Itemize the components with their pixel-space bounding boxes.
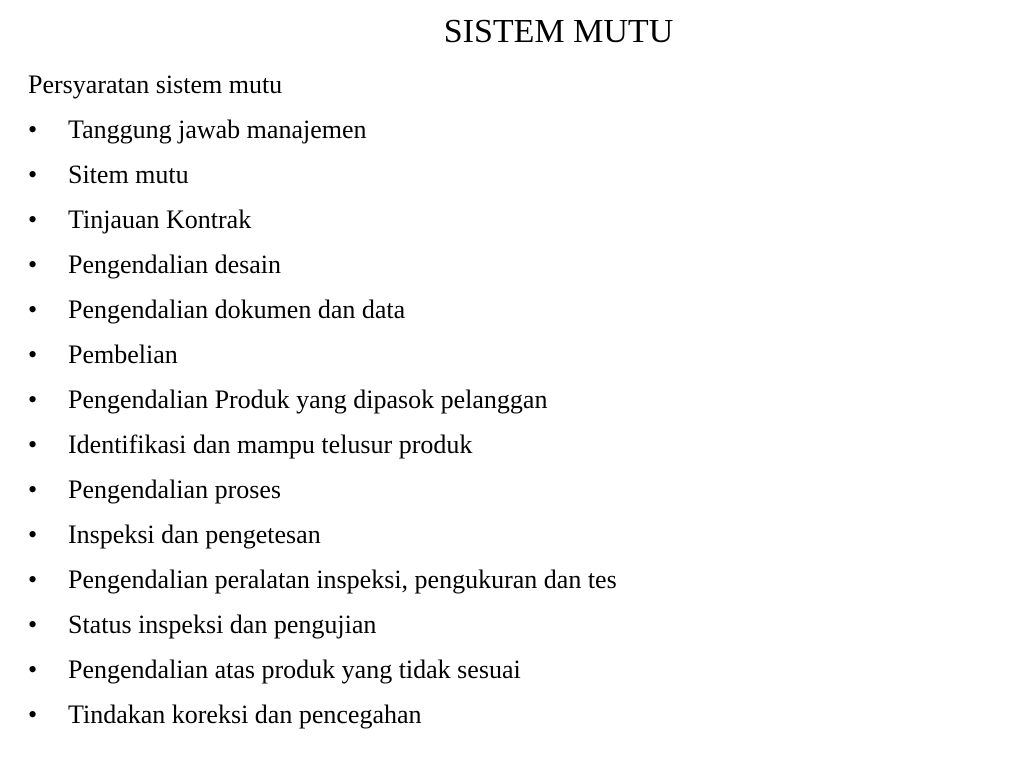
bullet-icon: • (28, 655, 38, 684)
slide-title: SISTEM MUTU (443, 13, 674, 50)
bullet-icon: • (28, 250, 38, 279)
bullet-label: Pengendalian peralatan inspeksi, pengukuran dan tes (68, 565, 617, 594)
bullet-icon: • (28, 160, 38, 189)
bullet-icon: • (28, 115, 38, 144)
bullet-label: Inspeksi dan pengetesan (68, 520, 321, 549)
bullet-icon: • (28, 700, 38, 729)
bullet-icon: • (28, 340, 38, 369)
bullet-label: Status inspeksi dan pengujian (68, 610, 377, 639)
bullet-icon: • (28, 565, 38, 594)
bullet-icon: • (28, 475, 38, 504)
bullet-icon: • (28, 205, 38, 234)
slide-subtitle: Persyaratan sistem mutu (28, 70, 283, 99)
bullet-label: Pengendalian atas produk yang tidak sesuai (68, 655, 521, 684)
bullet-label: Sitem mutu (68, 160, 189, 189)
bullet-label: Tinjauan Kontrak (68, 205, 252, 234)
bullet-label: Pengendalian desain (68, 250, 281, 279)
bullet-icon: • (28, 430, 38, 459)
bullet-label: Pengendalian Produk yang dipasok pelanggan (68, 385, 548, 414)
bullet-icon: • (28, 520, 38, 549)
bullet-label: Pengendalian proses (68, 475, 282, 504)
bullet-label: Tanggung jawab manajemen (68, 115, 367, 144)
bullet-icon: • (28, 385, 38, 414)
bullet-label: Pengendalian dokumen dan data (68, 295, 406, 324)
bullet-icon: • (28, 610, 38, 639)
bullet-label: Pembelian (68, 340, 178, 369)
bullet-icon: • (28, 295, 38, 324)
bullet-label: Tindakan koreksi dan pencegahan (68, 700, 422, 729)
bullet-label: Identifikasi dan mampu telusur produk (68, 430, 473, 459)
